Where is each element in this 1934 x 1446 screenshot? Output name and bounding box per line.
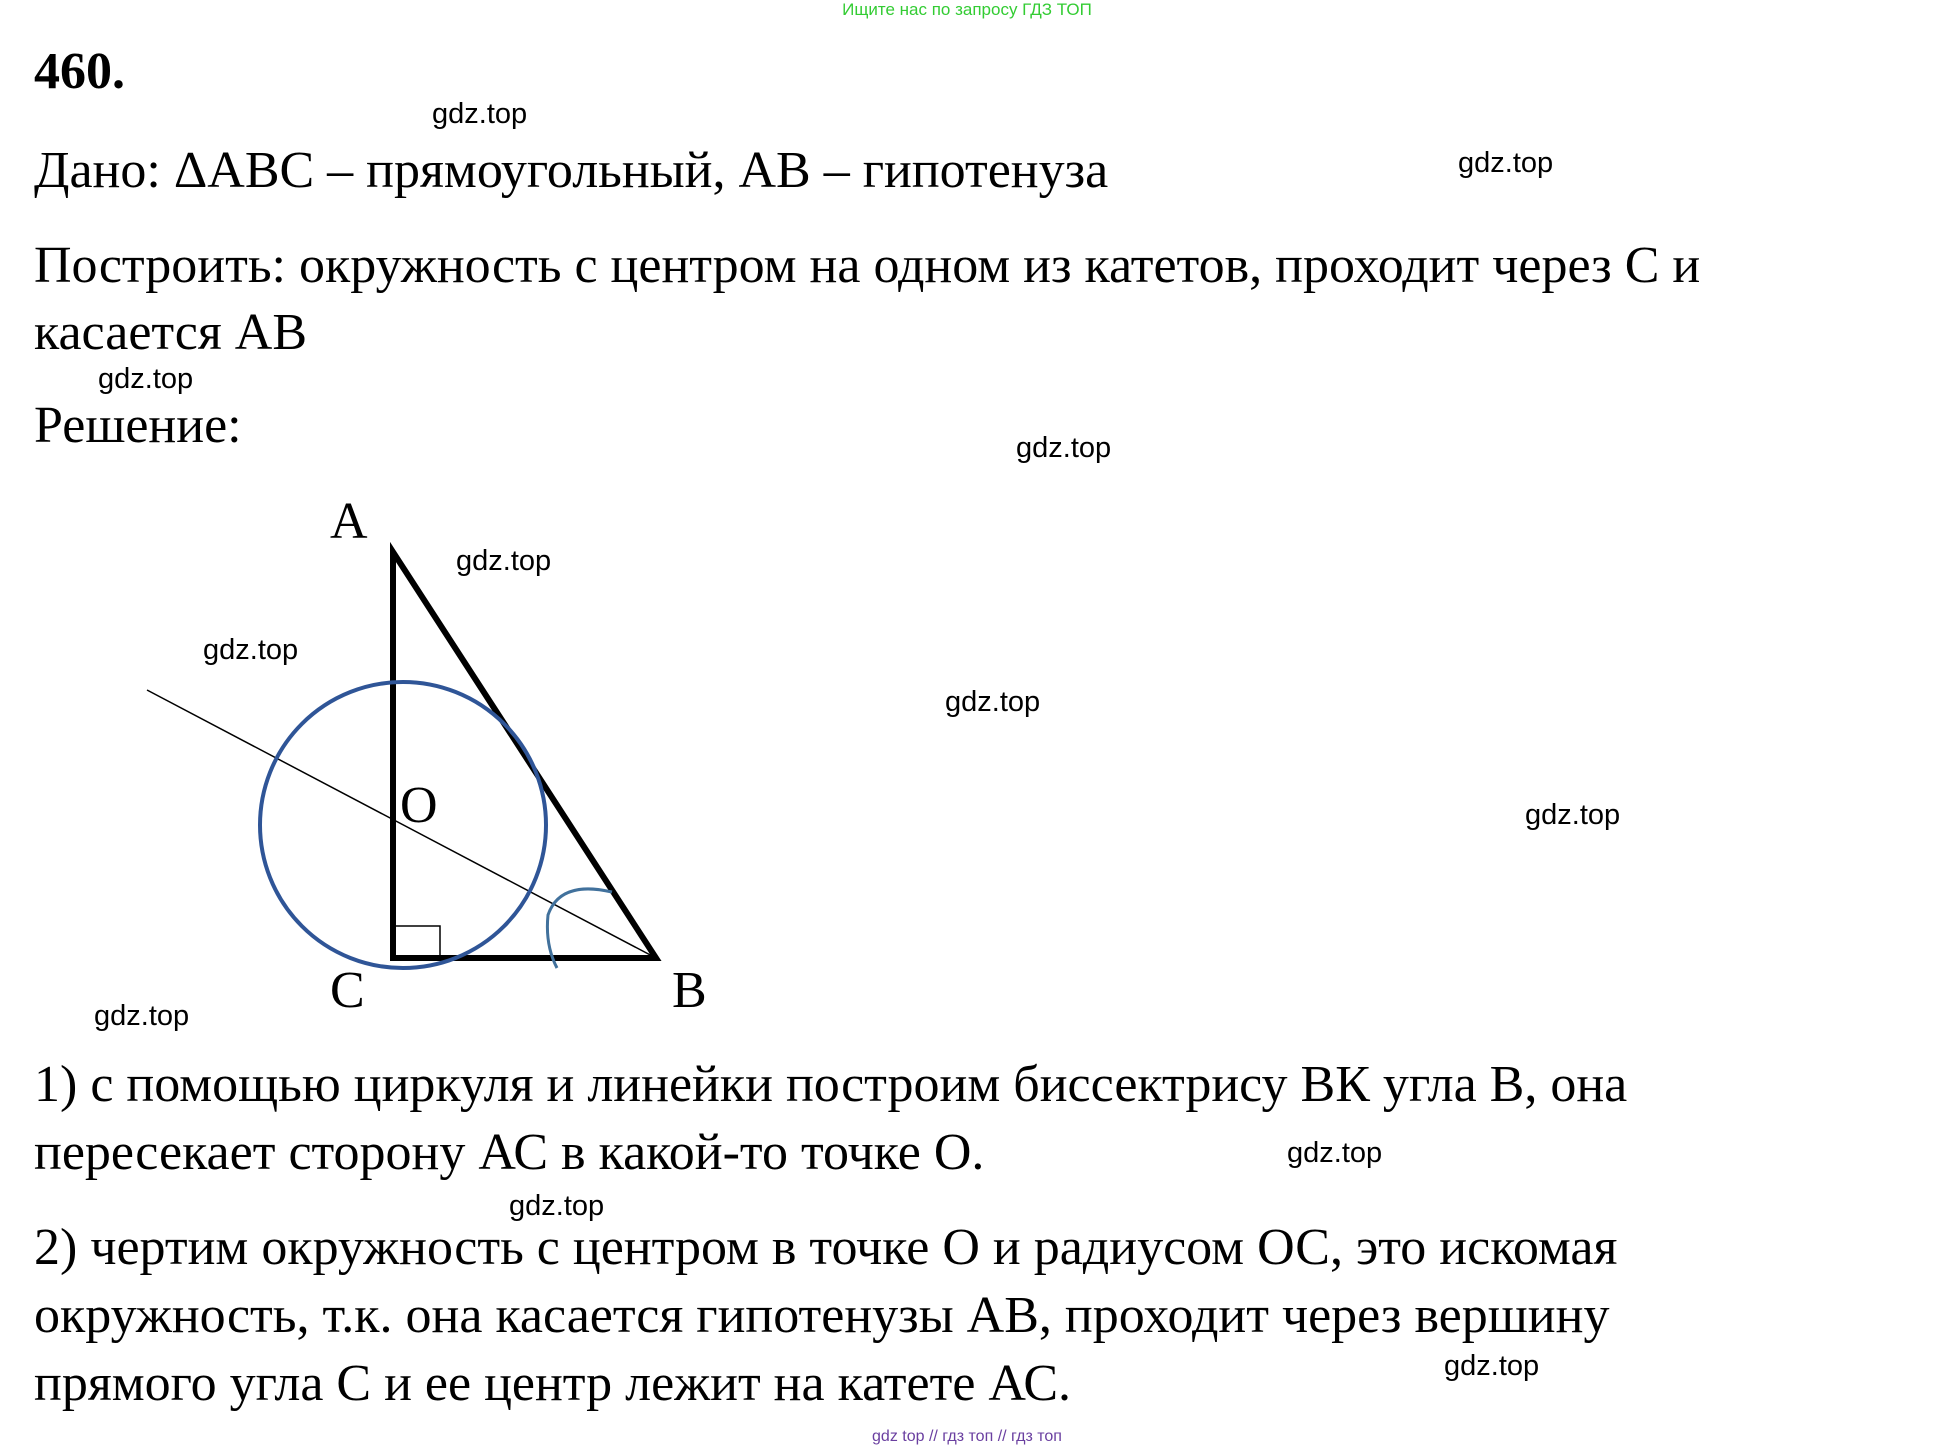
step1-line1: 1) с помощью циркуля и линейки построим биссектрису ВК угла В, она <box>34 1056 1628 1113</box>
watermark: gdz.top <box>94 1000 190 1032</box>
step1-line2: пересекает сторону АС в какой-то точке О. <box>34 1124 985 1181</box>
construct-text-line1: Построить: окружность с центром на одном из катетов, проходит через С и <box>34 237 1701 294</box>
label-o: O <box>400 777 438 834</box>
watermark: gdz.top <box>1016 432 1112 464</box>
right-angle-marker <box>393 926 440 958</box>
watermark: gdz.top <box>432 98 528 130</box>
label-a: A <box>330 493 368 550</box>
footer-text: gdz top // гдз топ // гдз топ <box>872 1428 1062 1445</box>
watermark: gdz.top <box>456 545 552 577</box>
task-number: 460. <box>34 43 125 100</box>
watermark: gdz.top <box>1287 1137 1383 1169</box>
step2-line1: 2) чертим окружность с центром в точке О и радиусом ОС, это искомая <box>34 1219 1618 1276</box>
label-b: B <box>672 962 707 1019</box>
construct-text-line2: касается AB <box>34 304 308 361</box>
watermark: gdz.top <box>1444 1350 1540 1382</box>
solution-label: Решение: <box>34 397 242 454</box>
step2-line2: окружность, т.к. она касается гипотенузы АВ, проходит через вершину <box>34 1287 1610 1344</box>
watermark: gdz.top <box>98 363 194 395</box>
top-banner: Ищите нас по запросу ГДЗ ТОП <box>842 0 1092 19</box>
watermark: gdz.top <box>945 686 1041 718</box>
watermark: gdz.top <box>203 634 299 666</box>
watermark: gdz.top <box>1525 799 1621 831</box>
given-text: Дано: ΔABC – прямоугольный, AB – гипотенуза <box>34 142 1109 199</box>
label-c: C <box>330 962 365 1019</box>
watermark: gdz.top <box>1458 147 1554 179</box>
watermark: gdz.top <box>509 1190 605 1222</box>
step2-line3: прямого угла С и ее центр лежит на катете АС. <box>34 1355 1072 1412</box>
